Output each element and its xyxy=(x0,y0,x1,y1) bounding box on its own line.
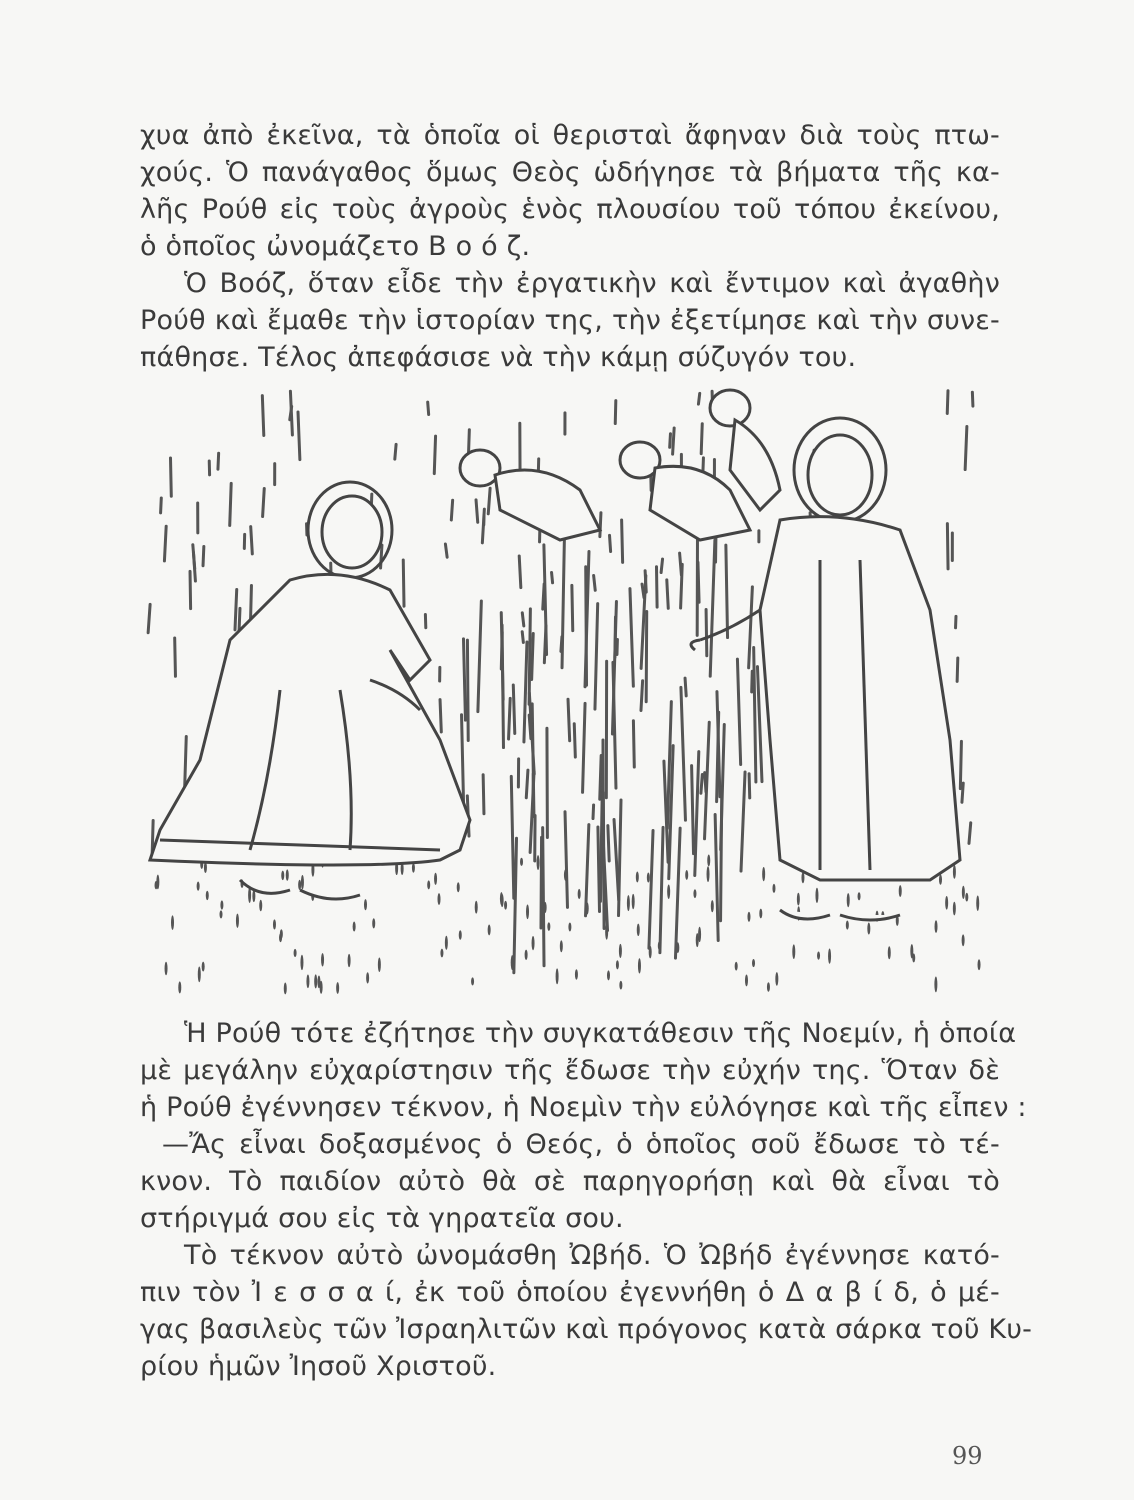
text-line: πιν τὸν Ἰ ε σ σ α ί, ἐκ τοῦ ὁποίου ἐγεννήθη ὁ Δ α β ί δ, ὁ μέ- xyxy=(140,1277,1000,1308)
ground-dot xyxy=(459,930,462,940)
wheat-stroke xyxy=(513,685,514,733)
ground-dot xyxy=(259,900,262,912)
wheat-stroke xyxy=(667,580,668,608)
wheat-stroke xyxy=(488,488,490,514)
wheat-stroke xyxy=(298,412,300,460)
ground-dot xyxy=(445,936,448,950)
ground-dot xyxy=(627,895,630,911)
wheat-stroke xyxy=(263,489,265,517)
wheat-stroke xyxy=(440,700,441,732)
ground-dot xyxy=(619,944,622,958)
ground-dot xyxy=(767,982,770,992)
ground-dot xyxy=(762,867,765,881)
ground-dot xyxy=(962,886,965,899)
wheat-stroke xyxy=(622,520,623,562)
text-line: Τὸ τέκνον αὐτὸ ὠνομάσθη Ὠβήδ. Ὁ Ὠβήδ ἐγέννησε κατό- xyxy=(184,1240,1000,1271)
ground-dot xyxy=(586,902,589,914)
ground-dot xyxy=(619,981,622,990)
wheat-stroke xyxy=(148,604,150,632)
wheat-stroke xyxy=(706,609,707,655)
wheat-stroke xyxy=(509,698,511,739)
wheat-stalk xyxy=(562,536,564,668)
wheat-stroke xyxy=(960,741,961,788)
page-number: 99 xyxy=(952,1442,983,1470)
ground-dot xyxy=(935,920,938,933)
ground-dot xyxy=(899,885,902,897)
ground-dot xyxy=(775,972,778,986)
wheat-stroke xyxy=(522,613,524,626)
wheat-stroke xyxy=(957,658,958,681)
ground-dot xyxy=(488,924,491,935)
wheat-stalk xyxy=(524,642,527,742)
ground-dot xyxy=(817,951,820,959)
ground-dot xyxy=(298,880,301,890)
wheat-stroke xyxy=(969,823,971,844)
wheat-stroke xyxy=(190,571,191,608)
ground-dot xyxy=(847,893,850,907)
ground-dot xyxy=(801,872,804,883)
wheat-stroke xyxy=(164,526,166,561)
ground-dot xyxy=(564,869,567,881)
ground-dot xyxy=(280,929,283,938)
wheat-stroke xyxy=(230,483,231,525)
ground-dot xyxy=(575,969,578,979)
ground-dot xyxy=(568,922,571,931)
ground-dot xyxy=(366,972,369,983)
wheat-stalk xyxy=(695,752,699,876)
wheat-stroke xyxy=(670,434,671,448)
ground-dot xyxy=(647,872,650,882)
wheat-stroke xyxy=(593,805,594,819)
ground-dot xyxy=(953,902,956,916)
wheat-stalk xyxy=(737,659,740,764)
ground-dot xyxy=(301,875,304,889)
ground-dot xyxy=(858,892,861,900)
ground-dot xyxy=(434,873,437,885)
ground-dot xyxy=(711,900,714,912)
ground-dot xyxy=(178,981,181,993)
ground-dot xyxy=(511,955,514,970)
ground-dot xyxy=(320,981,323,994)
ground-dot xyxy=(797,893,800,906)
text-block-top xyxy=(140,117,1000,376)
wheat-stalk xyxy=(715,814,718,940)
ground-dot xyxy=(676,942,679,953)
ground-dot xyxy=(934,976,937,992)
ground-dot xyxy=(759,909,762,919)
wheat-stalk xyxy=(741,772,745,871)
wheat-stroke xyxy=(451,500,452,520)
wheat-stalk xyxy=(467,640,468,740)
wheat-stroke xyxy=(594,575,596,590)
ground-dot xyxy=(165,962,168,975)
ground-dot xyxy=(336,982,339,994)
ground-dot xyxy=(372,918,375,928)
wheat-stroke xyxy=(685,678,686,696)
wheat-stalk xyxy=(646,611,647,701)
wheat-stalk xyxy=(664,761,668,862)
ground-dot xyxy=(220,900,223,909)
text-line: χυα ἀπὸ ἐκεῖνα, τὰ ὁποῖα οἱ θερισταὶ ἄφηναν διὰ τοὺς πτω- xyxy=(140,120,1000,151)
ground-dot xyxy=(197,881,200,890)
ground-dot xyxy=(698,927,701,942)
wheat-stroke xyxy=(476,500,478,522)
ground-dot xyxy=(560,940,563,952)
ground-dot xyxy=(300,955,303,970)
ground-dot xyxy=(364,899,367,910)
wheat-stroke xyxy=(673,428,675,454)
ground-dot xyxy=(632,894,635,909)
wheat-stroke xyxy=(251,527,253,554)
figure-ruth xyxy=(150,482,470,899)
ground-dot xyxy=(220,910,223,918)
wheat-stroke xyxy=(701,775,702,794)
ground-dot xyxy=(578,889,581,899)
wheat-stroke xyxy=(522,632,523,643)
ground-dot xyxy=(976,896,979,911)
wheat-stalk xyxy=(726,545,728,637)
ground-dot xyxy=(772,884,775,893)
ground-dot xyxy=(828,948,831,963)
text-line: ρίου ἡμῶν Ἰησοῦ Χριστοῦ. xyxy=(140,1351,497,1382)
ground-dot xyxy=(155,881,158,889)
wheat-stroke xyxy=(962,783,963,802)
ground-dot xyxy=(526,905,529,920)
ground-dot xyxy=(792,944,795,959)
ground-dot xyxy=(846,921,849,930)
wheat-stroke xyxy=(600,513,601,537)
ground-dot xyxy=(475,901,478,914)
text-line: —Ἄς εἶναι δοξασμένος ὁ Θεός, ὁ ὁποῖος σοῦ ἔδωσε τὸ τέ- xyxy=(162,1129,1000,1160)
text-line: ἡ Ρούθ ἐγέννησεν τέκνον, ἡ Νοεμὶν τὴν εὐλόγησε καὶ τῆς εἶπεν : xyxy=(140,1092,1027,1123)
wheat-stroke xyxy=(633,721,634,767)
wheat-stalk xyxy=(619,800,621,916)
wheat-stalk xyxy=(710,540,715,676)
ground-dot xyxy=(501,894,504,907)
wheat-stroke xyxy=(752,671,753,692)
ground-dot xyxy=(471,977,474,985)
ground-dot xyxy=(637,924,640,936)
wheat-stalk xyxy=(721,724,725,849)
wheat-stroke xyxy=(526,770,528,798)
text-line: γας βασιλεὺς τῶν Ἰσραηλιτῶν καὶ πρόγονος κατὰ σάρκα τοῦ Κυ- xyxy=(140,1314,1033,1345)
figure-reapers xyxy=(460,390,780,540)
wheat-stroke xyxy=(482,509,484,543)
wheat-stalk xyxy=(630,589,633,687)
ground-dot xyxy=(945,896,948,910)
ground-dot xyxy=(607,970,610,980)
ground-dot xyxy=(321,953,324,966)
wheat-stalk xyxy=(595,604,598,710)
ground-dot xyxy=(457,882,460,892)
wheat-stalk xyxy=(649,831,653,949)
ground-dot xyxy=(735,962,738,971)
wheat-stalk xyxy=(541,837,542,928)
wheat-stroke xyxy=(608,826,609,861)
wheat-stalk xyxy=(692,766,694,854)
wheat-stalk xyxy=(598,827,600,911)
wheat-stroke xyxy=(698,393,699,404)
wheat-stroke xyxy=(175,638,176,676)
wheat-stroke xyxy=(262,396,263,436)
ground-dot xyxy=(745,974,748,986)
wheat-stroke xyxy=(572,585,573,630)
text-block-bottom xyxy=(140,1015,1033,1385)
ground-dot xyxy=(693,889,696,898)
ground-dot xyxy=(747,912,750,922)
ground-dot xyxy=(202,962,205,972)
wheat-stroke xyxy=(445,544,447,557)
wheat-stroke xyxy=(170,458,171,496)
text-line: Ρούθ καὶ ἔμαθε τὴν ἱστορίαν της, τὴν ἐξετίμησε καὶ τὴν συνε- xyxy=(140,305,1000,336)
wheat-stroke xyxy=(641,681,643,711)
ground-dot xyxy=(707,866,710,882)
wheat-stroke xyxy=(434,436,435,473)
wheat-stroke xyxy=(947,391,948,414)
ground-dot xyxy=(520,858,523,866)
ground-dot xyxy=(537,855,540,870)
text-line: κνον. Τὸ παιδίον αὐτὸ θὰ σὲ παρηγορήσῃ καὶ θὰ εἶναι τὸ xyxy=(140,1166,1000,1197)
wheat-stalk xyxy=(565,812,567,908)
wheat-stroke xyxy=(395,444,396,459)
wheat-stroke xyxy=(661,559,662,572)
text-line: Ἡ Ρούθ τότε ἐζήτησε τὴν συγκατάθεσιν τῆς Νοεμίν, ἡ ὁποία xyxy=(184,1018,1017,1049)
text-line: πάθησε. Τέλος ἀπεφάσισε νὰ τὴν κάμῃ σύζυγόν του. xyxy=(140,342,857,373)
ground-dot xyxy=(198,966,201,982)
wheat-stalk xyxy=(681,687,686,820)
ground-dot xyxy=(888,946,891,959)
ground-dot xyxy=(171,915,174,930)
wheat-stroke xyxy=(185,736,187,786)
ground-dot xyxy=(412,863,415,872)
wheat-stalk xyxy=(501,613,503,700)
ground-dot xyxy=(667,884,670,898)
ground-dot xyxy=(556,968,559,984)
wheat-stalk xyxy=(478,601,481,712)
ground-dot xyxy=(348,954,351,967)
wheat-stalk xyxy=(749,587,753,668)
ground-dot xyxy=(532,936,535,950)
wheat-stalk xyxy=(612,602,616,734)
ground-dot xyxy=(547,922,550,931)
ground-dot xyxy=(281,871,284,881)
ground-dot xyxy=(378,957,381,971)
ground-dot xyxy=(658,941,661,950)
text-line: μὲ μεγάλην εὐχαρίστησιν τῆς ἔδωσε τὴν εὐχήν της. Ὅταν δὲ xyxy=(140,1055,1000,1086)
wheat-stroke xyxy=(615,401,616,424)
wheat-stroke xyxy=(552,572,553,582)
wheat-stroke xyxy=(681,564,683,608)
ground-dot xyxy=(438,893,441,905)
wheat-stroke xyxy=(235,590,237,630)
wheat-stroke xyxy=(947,524,948,569)
ground-dot xyxy=(286,869,289,880)
ground-dot xyxy=(525,950,528,960)
wheat-stroke xyxy=(203,546,204,565)
ground-dot xyxy=(962,934,965,946)
ground-dot xyxy=(636,872,639,883)
ground-dot xyxy=(815,888,818,903)
ground-dot xyxy=(953,865,956,879)
text-line: Ὁ Βοόζ, ὅταν εἶδε τὴν ἐργατικὴν καὶ ἔντιμον καὶ ἀγαθὴν xyxy=(184,268,1000,299)
ground-dot xyxy=(685,870,688,880)
ground-dot xyxy=(236,914,239,928)
text-line: στήριγμά σου εἰς τὰ γηρατεῖα σου. xyxy=(140,1203,624,1234)
wheat-stroke xyxy=(519,556,521,588)
ground-dot xyxy=(284,982,287,994)
ground-dot xyxy=(294,949,297,957)
wheat-stalk xyxy=(583,703,586,792)
wheat-stalk xyxy=(463,639,465,720)
ground-dot xyxy=(306,975,309,989)
ground-dot xyxy=(978,959,981,970)
wheat-stroke xyxy=(965,427,967,470)
ground-dot xyxy=(314,974,317,988)
ground-dot xyxy=(638,958,641,973)
ground-dot xyxy=(939,874,942,884)
ground-dot xyxy=(504,901,507,910)
wheat-stalk xyxy=(660,827,663,952)
wheat-stalk xyxy=(511,776,514,898)
ground-dot xyxy=(353,922,356,932)
wheat-stroke xyxy=(568,699,570,740)
wheat-stroke xyxy=(428,402,429,414)
ground-dot xyxy=(544,902,547,913)
wheat-stroke xyxy=(749,774,750,798)
ground-dot xyxy=(206,891,209,900)
wheat-stroke xyxy=(574,724,575,757)
wheat-stalk xyxy=(586,825,589,916)
ground-dot xyxy=(965,893,968,902)
ground-dot xyxy=(649,946,652,959)
ground-dot xyxy=(707,854,710,866)
wheat-stalk xyxy=(754,648,756,783)
ground-dot xyxy=(616,960,619,969)
text-line: χούς. Ὁ πανάγαθος ὅμως Θεὸς ὡδήγησε τὰ βήματα τῆς κα- xyxy=(140,157,1000,188)
wheat-stroke xyxy=(290,391,292,435)
ground-dot xyxy=(273,919,276,929)
ground-dot xyxy=(427,880,430,889)
wheat-stalk xyxy=(603,792,604,928)
wheat-stalk xyxy=(529,609,530,704)
wheat-stroke xyxy=(161,498,162,513)
wheat-stroke xyxy=(483,775,484,814)
wheat-stalk xyxy=(757,667,762,782)
wheat-stroke xyxy=(193,545,195,569)
ground-dot xyxy=(440,949,443,958)
wheat-stroke xyxy=(610,535,611,551)
wheat-stalk xyxy=(675,828,680,958)
wheat-stroke xyxy=(701,424,702,454)
ground-dot xyxy=(910,944,913,958)
wheat-stroke xyxy=(218,453,219,469)
ground-dot xyxy=(605,924,608,939)
illustration-wheat-field xyxy=(140,380,1000,1000)
wheat-stroke xyxy=(532,633,534,679)
ground-dot xyxy=(867,923,870,935)
wheat-stroke xyxy=(403,560,404,606)
ground-dot xyxy=(752,959,755,967)
text-line: λῆς Ρούθ εἰς τοὺς ἀγροὺς ἑνὸς πλουσίου τοῦ τόπου ἐκείνου, xyxy=(140,194,1000,225)
wheat-stroke xyxy=(656,567,657,607)
text-line: ὁ ὁποῖος ὠνομάζετο Β ο ό ζ. xyxy=(140,231,531,262)
wheat-stroke xyxy=(972,392,973,406)
